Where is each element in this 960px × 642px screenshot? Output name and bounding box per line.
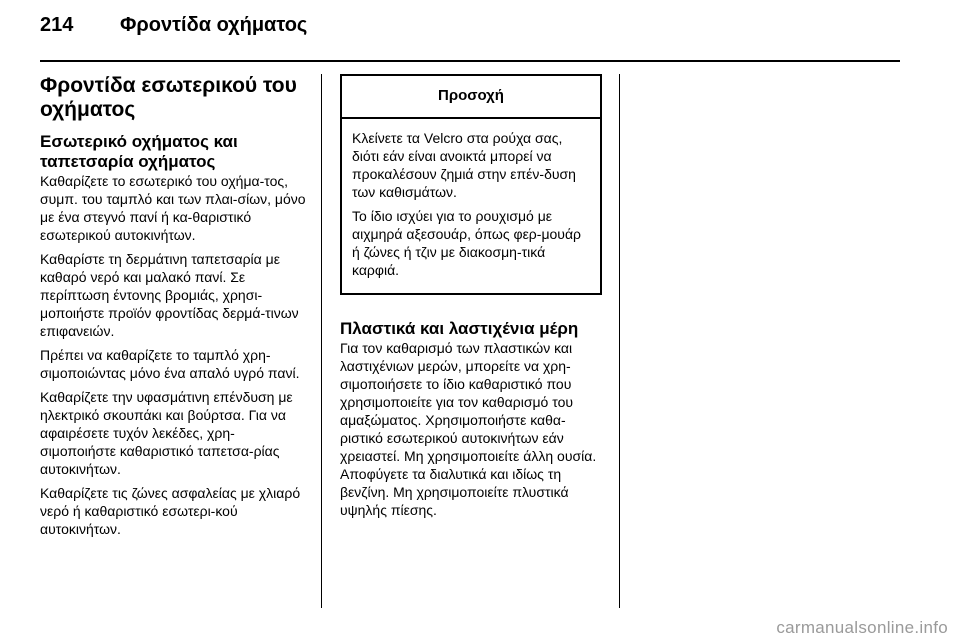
- watermark: carmanualsonline.info: [776, 618, 948, 637]
- page-number: 214: [40, 14, 74, 36]
- caution-body: [342, 119, 600, 293]
- running-title: Φροντίδα οχήματος: [120, 14, 308, 36]
- caution-title: Προσοχή: [342, 76, 600, 119]
- page-header: [40, 14, 920, 50]
- column-divider: [321, 74, 322, 608]
- header-rule: [40, 60, 900, 62]
- paragraph: Καθαρίζετε την υφασμάτινη επένδυση με ηλεκτρικό σκουπάκι και βούρτσα. Για να αφαιρέσετε τυχόν λεκέδες, χρη-σιμοποιήστε καθαριστικό ταπετσα-ρίας αυτοκινήτων.: [40, 389, 293, 477]
- middle-column: [340, 74, 602, 525]
- section-title: Φροντίδα εσωτερικού του οχήματος: [40, 74, 297, 121]
- subsection-title-plastics: Πλαστικά και λαστιχένια μέρη: [340, 319, 579, 338]
- paragraph: Για τον καθαρισμό των πλαστικών και λαστιχένιων μερών, μπορείτε να χρη-σιμοποιήσετε το ίδιο καθαριστικό που χρησιμοποιείτε για τον καθαρισμό του αμαξώματος. Χρησιμοποιήστε καθα-ριστικό εσωτερικού αυτοκινήτων εάν χρειαστεί. Μη χρησιμοποιείτε άλλη ουσία. Αποφύγετε τα διαλυτικά και ιδίως τη βενζίνη. Μη χρησιμοποιείτε πλυστικά υψηλής πίεσης.: [340, 340, 597, 518]
- caution-paragraph: Κλείνετε τα Velcro στα ρούχα σας, διότι εάν είναι ανοικτά μπορεί να προκαλέσουν ζημιά στην επέν-δυση των καθισμάτων.: [352, 130, 576, 200]
- paragraph: Καθαρίζετε τις ζώνες ασφαλείας με χλιαρό νερό ή καθαριστικό εσωτερι-κού αυτοκινήτων.: [40, 485, 301, 537]
- caution-box: [340, 74, 602, 295]
- caution-paragraph: Το ίδιο ισχύει για το ρουχισμό με αιχμηρά αξεσουάρ, όπως φερ-μουάρ ή ζώνες ή τζιν με διακοσμη-τικά καρφιά.: [352, 208, 582, 278]
- paragraph: Καθαρίστε τη δερμάτινη ταπετσαρία με καθαρό νερό και μαλακό πανί. Σε περίπτωση έντονης βρομιάς, χρησι-μοποιήστε προϊόν φροντίδας δερμά-τινων επιφανειών.: [40, 251, 299, 339]
- subsection-title-interior: Εσωτερικό οχήματος και ταπετσαρία οχήματος: [40, 132, 238, 171]
- paragraph: Καθαρίζετε το εσωτερικό του οχήμα-τος, συμπ. του ταμπλό και των πλαι-σίων, μόνο με ένα στεγνό πανί ή κα-θαριστικό εσωτερικού αυτοκινήτων.: [40, 173, 306, 243]
- left-column: [40, 74, 306, 544]
- column-divider: [619, 74, 620, 608]
- paragraph: Πρέπει να καθαρίζετε το ταμπλό χρη-σιμοποιώντας μόνο ένα απαλό υγρό πανί.: [40, 347, 300, 381]
